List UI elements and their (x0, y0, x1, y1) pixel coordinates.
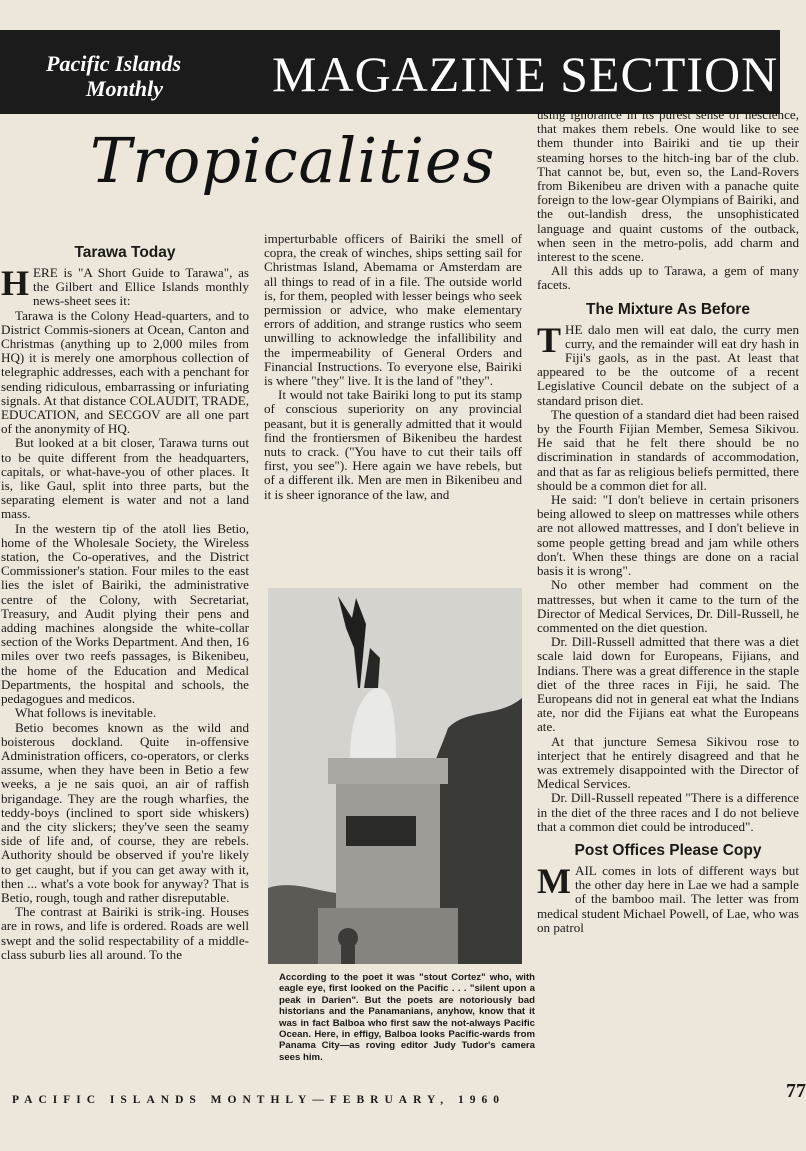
article-heading-post-offices: Post Offices Please Copy (574, 841, 762, 859)
column-right (537, 108, 799, 1008)
drop-cap: M (537, 860, 571, 901)
column-left (1, 242, 249, 1010)
column-middle (264, 232, 522, 582)
article-paragraph: All this adds up to Tarawa, a gem of many facets. (537, 263, 799, 293)
drop-cap: T (537, 319, 562, 360)
article-paragraph: THE dalo men will eat dalo, the curry men curry, and the remainder will eat dry hash in Fiji's gaols, as in the past. At least that appeared to be the outcome of a recent Legislative Council debate on the subject of a standard prison diet. (537, 319, 799, 408)
photo-illustration (268, 588, 522, 964)
section-title: MAGAZINE SECTION (272, 46, 779, 102)
article-paragraph: The contrast at Bairiki is strik-ing. Houses are in rows, and life is ordered. Roads are well swept and the solid respectability of a middle-class suburb lies all around. To the (1, 904, 249, 962)
article-heading-tarawa: Tarawa Today (74, 244, 176, 261)
article-paragraph: He said: "I don't believe in certain prisoners being allowed to sleep on mattresses while others are not allowed mattresses, and I don't believe in some people getting bread and jam while others don't. When these things are done on a racial basis it is wrong". (537, 492, 799, 579)
article-paragraph: But looked at a bit closer, Tarawa turns out to be quite different from the headquarters, capitals, or what-have-you of other places. It is, like Gaul, split into three parts, but the separating element is water and not a land mass. (1, 435, 249, 522)
drop-cap: H (1, 263, 30, 303)
article-paragraph: What follows is inevitable. (15, 705, 157, 721)
article-paragraph: Dr. Dill-Russell repeated "There is a difference in the diet of the three races and I do not believe that a common diet could be introduced". (537, 790, 799, 834)
article-paragraph: In the western tip of the atoll lies Betio, home of the Wholesale Society, the Wireless station, the Co-operatives, and the District Commissioner's station. Four miles to the east lies the islet of Bairiki, the administrative centre of the Colony, with Secretariat, Treasury, and Audit plying their pens and adding machines alongside the white-collar section of the Works Department. And then, 16 miles over two reefs passages, is Bikenibeu, the home of the Education and Medical Departments, the hospital and schools, the pedagogues and medicos. (1, 520, 249, 707)
article-paragraph: using ignorance in its purest sense of nescience, that makes them rebels. One would like to see them thunder into Bairiki and tie up their steaming horses to the hitch-ing bar of the club. That cannot be, but, even so, the Land-Rovers from Bikenibeu are driven with a panache quite foreign to the low-gear Olympians of Bairiki, and the out-landish dress, the unsophisticated language and quaint customs of the outback, when seen in the metro-polis, add charm and interest to the scene. (537, 107, 799, 265)
page-number: 77 (786, 1080, 806, 1102)
article-paragraph: HERE is "A Short Guide to Tarawa", as the Gilbert and Ellice Islands monthly news-sheet sees it: (1, 263, 249, 309)
article-paragraph: No other member had comment on the mattresses, but when it came to the turn of the Director of Medical Services, Dr. Dill-Russell, he commented on the diet question. (537, 577, 799, 635)
page-footer: PACIFIC ISLANDS MONTHLY—FEBRUARY, 1960 (12, 1094, 505, 1106)
article-paragraph: imperturbable officers of Bairiki the smell of copra, the creak of winches, ships setting sail for Christmas Island, Abemama or Amsterdam are all things to read of in a file. The outside world is, for them, peopled with lesser beings who seek permission or advice, who make elementary errors of addition, and strange rustics who seem unwilling to acknowledge the infallibility and the impermeability of General Orders and Financial Instructions. To everyone else, Bairiki is where "they" live. It is the land of "they". (264, 231, 522, 389)
article-paragraph: Dr. Dill-Russell admitted that there was a diet scale laid down for Europeans, Fijians, and Indians. There was a great difference in the staple diet of the three races in Fiji, he said. The Europeans did not in general eat what the Indians ate, nor did the Fijians eat what the Europeans ate. (537, 634, 799, 735)
article-paragraph: It would not take Bairiki long to put its stamp of conscious superiority on any provincial peasant, but it is generally admitted that it would find the frontiersmen of Bikenibeu the hardest nuts to crack. ("You have to cut their tails off first, you see"). Here again we have rebels, but of a different ilk. Men are men in Bikenibeu and it is sheer ignorance of the law, and (264, 387, 522, 502)
article-paragraph: MAIL comes in lots of different ways but the other day here in Lae we had a sample of the bamboo mail. The letter was from medical student Michael Powell, of Lae, who was on patrol (537, 860, 799, 935)
brand-name-bottom: Monthly (86, 76, 164, 101)
feature-title: Tropicalities (90, 124, 496, 197)
balboa-statue-photo (268, 588, 522, 964)
article-paragraph: The question of a standard diet had been raised by the Fourth Fijian Member, Semesa Sikivou. He said that he felt there should be no discrimination in standards of accommodation, and that as far as religious beliefs permitted, there should be a common diet for all. (537, 406, 799, 493)
masthead-banner (0, 30, 780, 114)
article-heading-mixture: The Mixture As Before (586, 300, 750, 318)
brand-name-top: Pacific Islands (46, 51, 182, 76)
article-paragraph: Tarawa is the Colony Head-quarters, and to District Commis-sioners at Ocean, Canton and Christmas (anything up to 2,000 miles from HQ) it is merely one amorphous collection of telegraphic addresses, each with a penchant for sending ridiculous, embarrassing or infuriating signals. At that distance COLAUDIT, TRADE, EDUCATION, and SECGOV are all one part of the anonymity of HQ. (1, 307, 249, 437)
article-paragraph: Betio becomes known as the wild and boisterous dockland. Quite in-offensive Administration officers, co-operators, or clerks assume, when they have been in Betio a few weeks, a je ne sais quoi, an air of raffish brigandage. They are the rough wharfies, the teddy-boys (inclined to sport side whiskers) and the city slickers; they've seen the seamy side of life and, of course, they are rebels. Authority should be observed if you're likely to get caught, but if you can get away with it, then ... what's a vote book for anyway? That is Betio, rough, tough and rather disreputable. (1, 719, 249, 905)
article-paragraph: At that juncture Semesa Sikivou rose to interject that he entirely disagreed and that he was extremely disappointed with the Director of Medical Services. (537, 733, 799, 792)
photo-caption: According to the poet it was "stout Cortez" who, with eagle eye, first looked on the Pacific . . . "silent upon a peak in Darien". But the poets are notoriously bad historians and the Panamanians, anyhow, know that it was in fact Balboa who first saw the not-always Pacific Ocean. Here, in effigy, Balboa looks Pacific-wards from Panama City—as roving editor Judy Tudor's camera sees him. (279, 972, 535, 1063)
